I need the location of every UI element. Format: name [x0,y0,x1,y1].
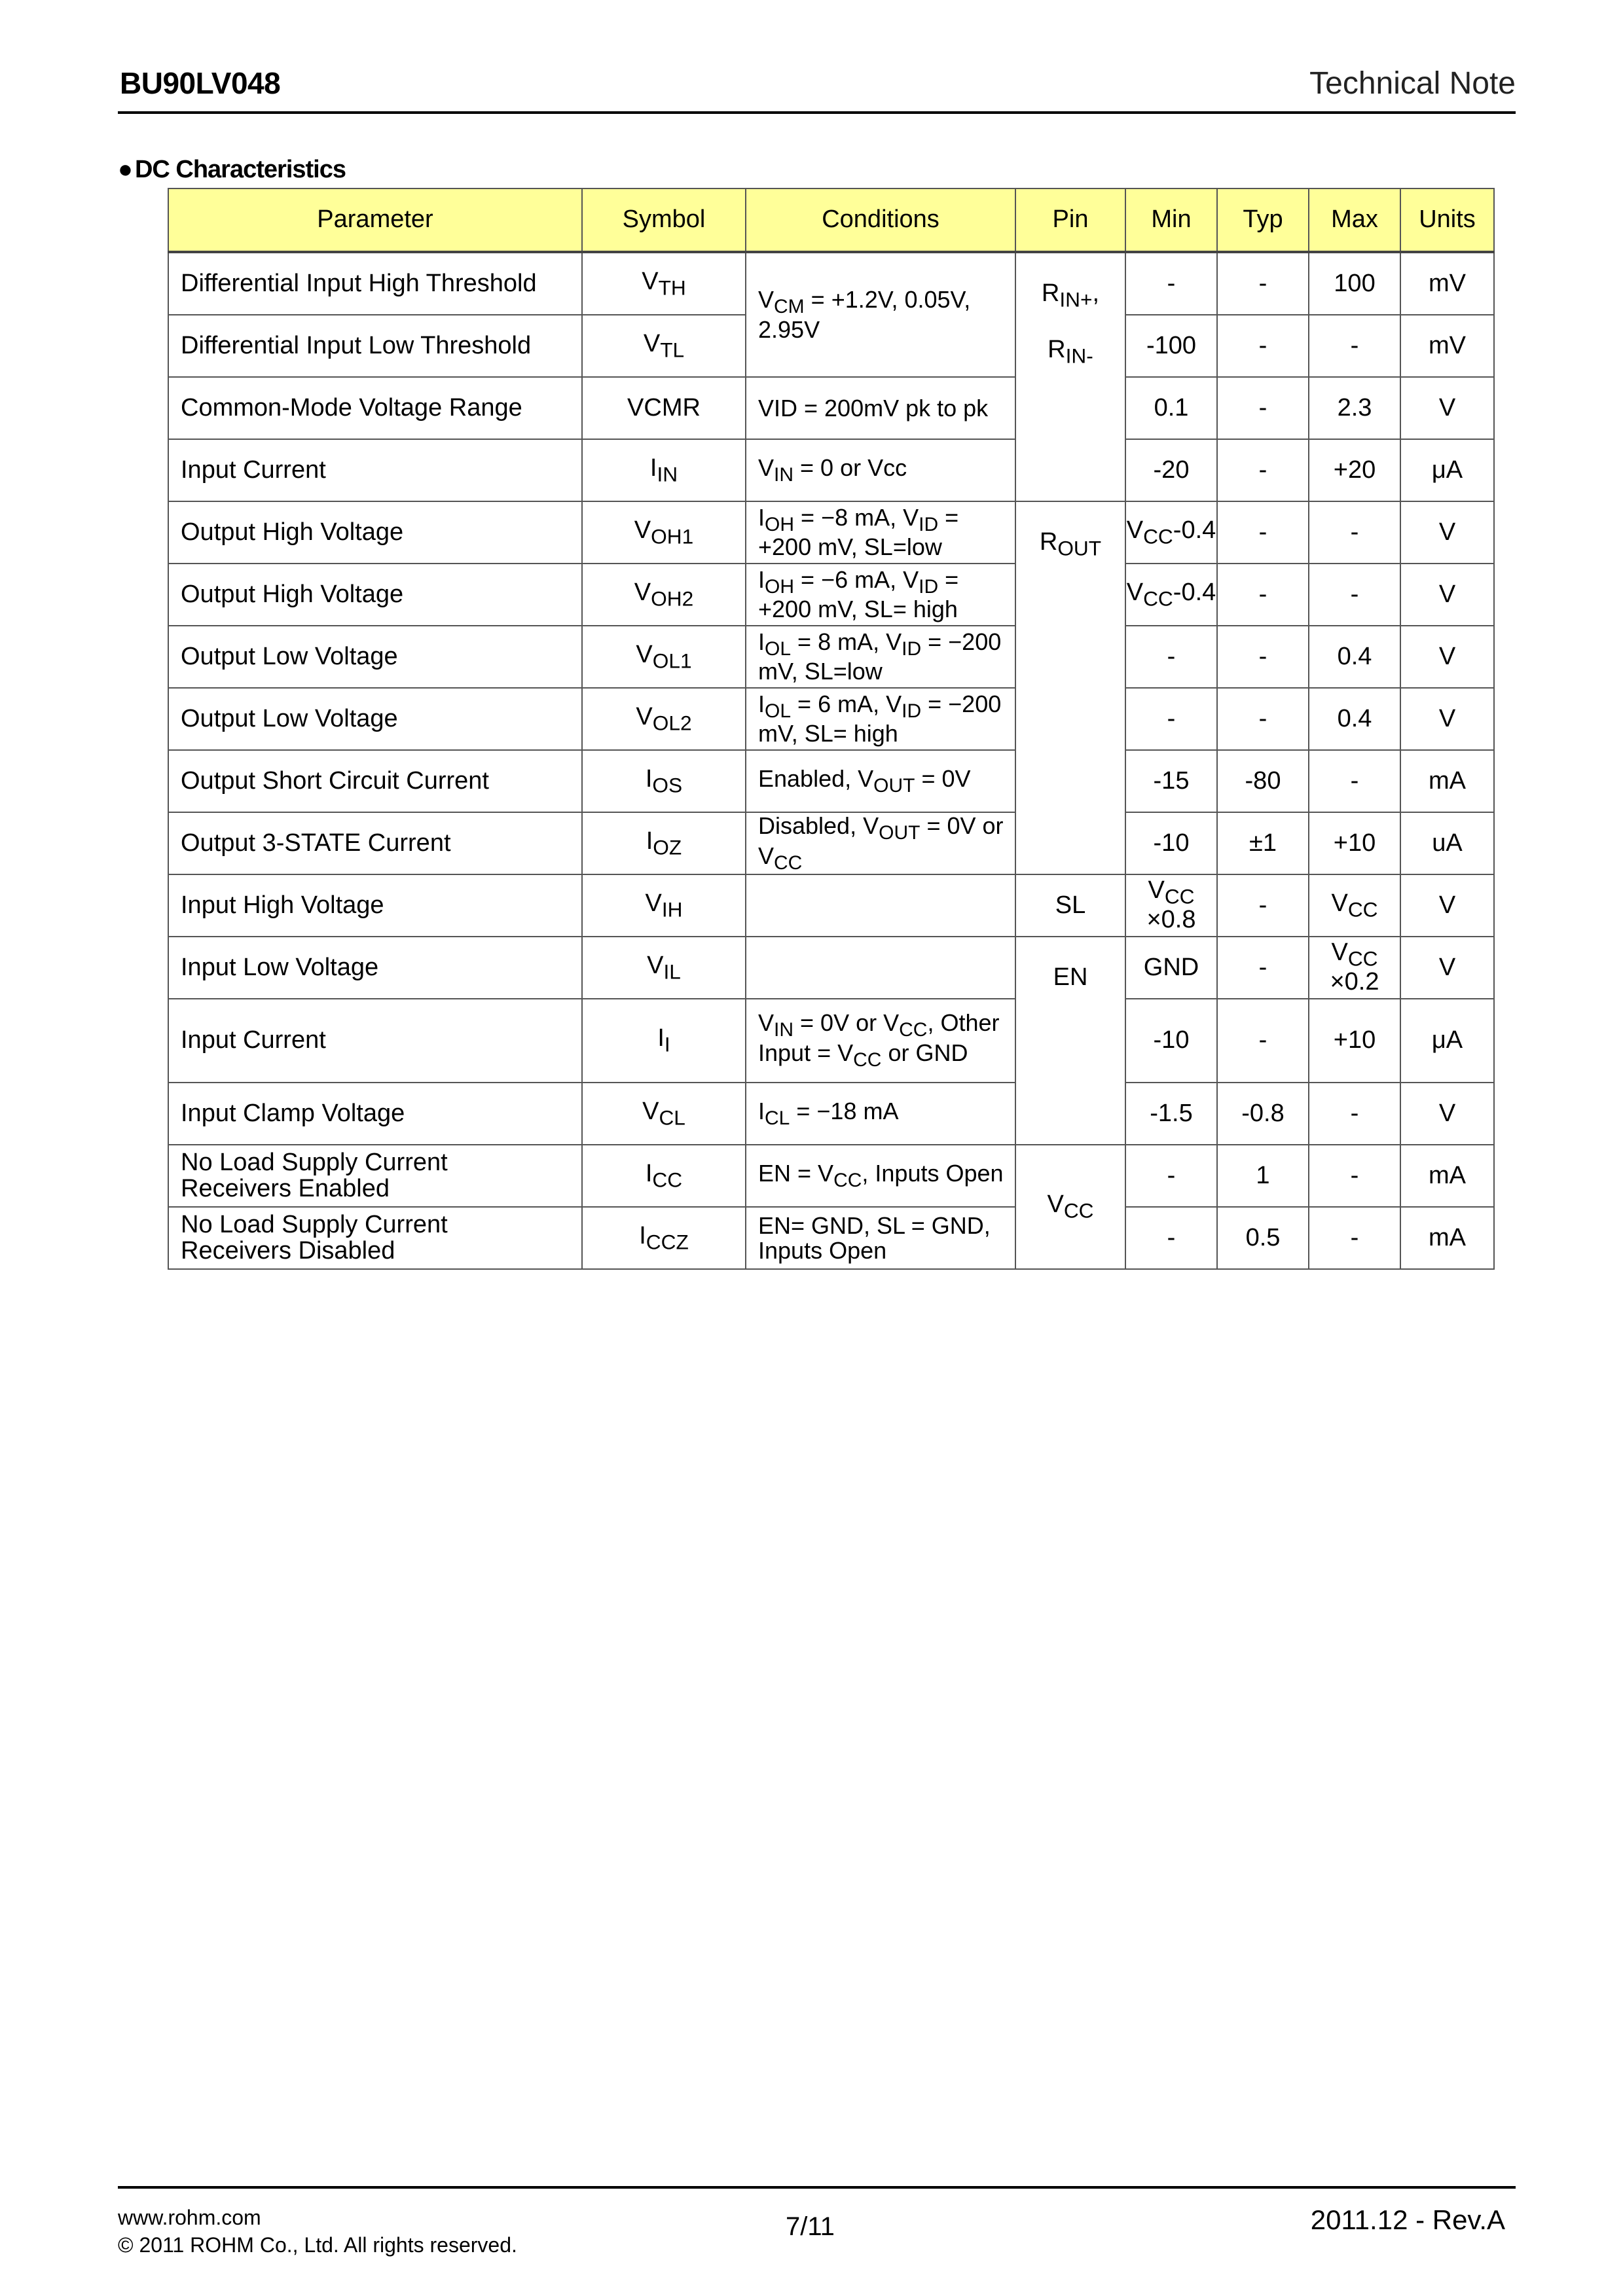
min-cell: GND [1125,937,1217,999]
parameter-cell: Input Current [168,439,582,501]
table-header-row [168,188,1494,252]
typ-cell: -0.8 [1217,1083,1309,1145]
column-header: Typ [1217,188,1309,252]
units-cell: V [1400,1083,1494,1145]
min-cell: - [1125,1145,1217,1207]
symbol-cell: $I_I$ [582,999,746,1083]
document-type: Technical Note [1309,66,1516,101]
bullet-icon: ● [118,156,132,183]
typ-cell: - [1217,688,1309,750]
min-cell: -100 [1125,315,1217,377]
pin-cell: SL [1015,874,1125,937]
column-header: Max [1309,188,1400,252]
units-cell: mA [1400,1207,1494,1269]
parameter-cell: Common-Mode Voltage Range [168,377,582,439]
page-number: 7/11 [786,2212,835,2241]
parameter-cell: Output Low Voltage [168,688,582,750]
pin-cell: $R_{IN+}$, $R_{IN-}$ [1015,252,1125,501]
min-cell: - [1125,252,1217,315]
parameter-cell: No Load Supply Current Receivers Enabled [168,1145,582,1207]
table-row [168,501,1494,564]
typ-cell: - [1217,999,1309,1083]
max-cell: $V_{CC}$ ×0.2 [1309,937,1400,999]
parameter-cell: Input Current [168,999,582,1083]
min-cell: $V_{CC}-0.4$ [1125,564,1217,626]
table-row [168,750,1494,812]
max-cell: 0.4 [1309,626,1400,688]
conditions-cell: VID = 200mV pk to pk [746,377,1015,439]
units-cell: mV [1400,252,1494,315]
typ-cell: - [1217,315,1309,377]
section-heading-text: DC Characteristics [134,156,346,183]
conditions-cell: $I_{OL} = 6$ mA, $V_{ID} = -200$ mV, SL= high [746,688,1015,750]
conditions-cell: Disabled, $V_{OUT} = 0V$ or $V_{CC}$ [746,812,1015,874]
table-row [168,1083,1494,1145]
parameter-cell: Differential Input High Threshold [168,252,582,315]
units-cell: V [1400,874,1494,937]
column-header: Parameter [168,188,582,252]
max-cell: - [1309,1207,1400,1269]
units-cell: V [1400,501,1494,564]
section-heading [118,156,346,184]
conditions-cell: $I_{OL} = 8$ mA, $V_{ID} = -200$ mV, SL=low [746,626,1015,688]
typ-cell: - [1217,874,1309,937]
typ-cell: 1 [1217,1145,1309,1207]
parameter-cell: Differential Input Low Threshold [168,315,582,377]
conditions-cell [746,874,1015,937]
typ-cell: - [1217,937,1309,999]
table-row [168,564,1494,626]
pin-cell: $V_{CC}$ [1015,1145,1125,1269]
parameter-cell: Input Low Voltage [168,937,582,999]
column-header: Conditions [746,188,1015,252]
max-cell: +20 [1309,439,1400,501]
column-header: Pin [1015,188,1125,252]
table-row [168,439,1494,501]
min-cell: -10 [1125,812,1217,874]
symbol-cell: $I_{CCZ}$ [582,1207,746,1269]
table-row [168,377,1494,439]
conditions-cell: EN= GND, SL = GND, Inputs Open [746,1207,1015,1269]
table-row [168,874,1494,937]
min-cell: -20 [1125,439,1217,501]
revision-label: 2011.12 - Rev.A [1310,2204,1505,2235]
min-cell: $V_{CC}$ ×0.8 [1125,874,1217,937]
symbol-cell: $I_{OS}$ [582,750,746,812]
max-cell: 0.4 [1309,688,1400,750]
symbol-cell: $V_{IH}$ [582,874,746,937]
symbol-cell: $I_{IN}$ [582,439,746,501]
symbol-cell: $I_{OZ}$ [582,812,746,874]
table-row [168,812,1494,874]
column-header: Symbol [582,188,746,252]
column-header: Units [1400,188,1494,252]
typ-cell: ±1 [1217,812,1309,874]
symbol-cell: $V_{CL}$ [582,1083,746,1145]
typ-cell: - [1217,564,1309,626]
pin-cell: EN [1015,937,1125,1145]
max-cell: - [1309,315,1400,377]
units-cell: V [1400,688,1494,750]
conditions-cell [746,937,1015,999]
footer-rule [118,2186,1516,2189]
conditions-cell: $V_{IN} = 0$ or Vcc [746,439,1015,501]
max-cell: - [1309,501,1400,564]
units-cell: mA [1400,1145,1494,1207]
min-cell: 0.1 [1125,377,1217,439]
max-cell: $V_{CC}$ [1309,874,1400,937]
typ-cell: - [1217,377,1309,439]
min-cell: -15 [1125,750,1217,812]
table-row [168,252,1494,315]
conditions-cell: Enabled, $V_{OUT} = 0V$ [746,750,1015,812]
table-row [168,626,1494,688]
typ-cell: -80 [1217,750,1309,812]
min-cell: - [1125,688,1217,750]
symbol-cell: $V_{IL}$ [582,937,746,999]
table-row [168,937,1494,999]
units-cell: mA [1400,750,1494,812]
pin-cell: $R_{OUT}$ [1015,501,1125,874]
typ-cell: - [1217,501,1309,564]
conditions-cell: EN = $V_{CC}$, Inputs Open [746,1145,1015,1207]
min-cell: -1.5 [1125,1083,1217,1145]
min-cell: - [1125,1207,1217,1269]
conditions-cell: $V_{IN} = 0V$ or $V_{CC}$, Other Input = $V_{CC}$ or GND [746,999,1015,1083]
column-header: Min [1125,188,1217,252]
symbol-cell: $I_{CC}$ [582,1145,746,1207]
parameter-cell: Input High Voltage [168,874,582,937]
symbol-cell: $V_{OH2}$ [582,564,746,626]
header-rule [118,111,1516,114]
units-cell: μA [1400,439,1494,501]
parameter-cell: Output Low Voltage [168,626,582,688]
typ-cell: 0.5 [1217,1207,1309,1269]
parameter-cell: No Load Supply Current Receivers Disabled [168,1207,582,1269]
table-row [168,1207,1494,1269]
units-cell: V [1400,564,1494,626]
table-row [168,999,1494,1083]
parameter-cell: Input Clamp Voltage [168,1083,582,1145]
parameter-cell: Output High Voltage [168,564,582,626]
max-cell: 100 [1309,252,1400,315]
max-cell: +10 [1309,999,1400,1083]
units-cell: V [1400,377,1494,439]
units-cell: μA [1400,999,1494,1083]
symbol-cell: $V_{OH1}$ [582,501,746,564]
max-cell: - [1309,1083,1400,1145]
max-cell: 2.3 [1309,377,1400,439]
conditions-cell: $I_{CL} = -18$ mA [746,1083,1015,1145]
typ-cell: - [1217,252,1309,315]
table-row [168,1145,1494,1207]
max-cell: - [1309,1145,1400,1207]
footer-url[interactable]: www.rohm.com [118,2206,261,2229]
min-cell: - [1125,626,1217,688]
document-title: BU90LV048 [120,66,281,100]
dc-characteristics-table [168,188,1495,1270]
footer-copyright: © 2011 ROHM Co., Ltd. All rights reserved. [118,2233,517,2257]
units-cell: uA [1400,812,1494,874]
symbol-cell: $V_{TH}$ [582,252,746,315]
max-cell: - [1309,750,1400,812]
max-cell: - [1309,564,1400,626]
max-cell: +10 [1309,812,1400,874]
symbol-cell: $V_{TL}$ [582,315,746,377]
parameter-cell: Output High Voltage [168,501,582,564]
units-cell: V [1400,937,1494,999]
symbol-cell: VCMR [582,377,746,439]
parameter-cell: Output Short Circuit Current [168,750,582,812]
symbol-cell: $V_{OL2}$ [582,688,746,750]
conditions-cell: $I_{OH} = -8$ mA, $V_{ID} = +200$ mV, SL=low [746,501,1015,564]
conditions-cell: $I_{OH} = -6$ mA, $V_{ID} = +200$ mV, SL= high [746,564,1015,626]
parameter-cell: Output 3-STATE Current [168,812,582,874]
table-row [168,688,1494,750]
min-cell: -10 [1125,999,1217,1083]
min-cell: $V_{CC}-0.4$ [1125,501,1217,564]
units-cell: V [1400,626,1494,688]
typ-cell: - [1217,439,1309,501]
typ-cell: - [1217,626,1309,688]
symbol-cell: $V_{OL1}$ [582,626,746,688]
units-cell: mV [1400,315,1494,377]
conditions-cell: $V_{CM} = +1.2V$, 0.05V, 2.95V [746,252,1015,377]
